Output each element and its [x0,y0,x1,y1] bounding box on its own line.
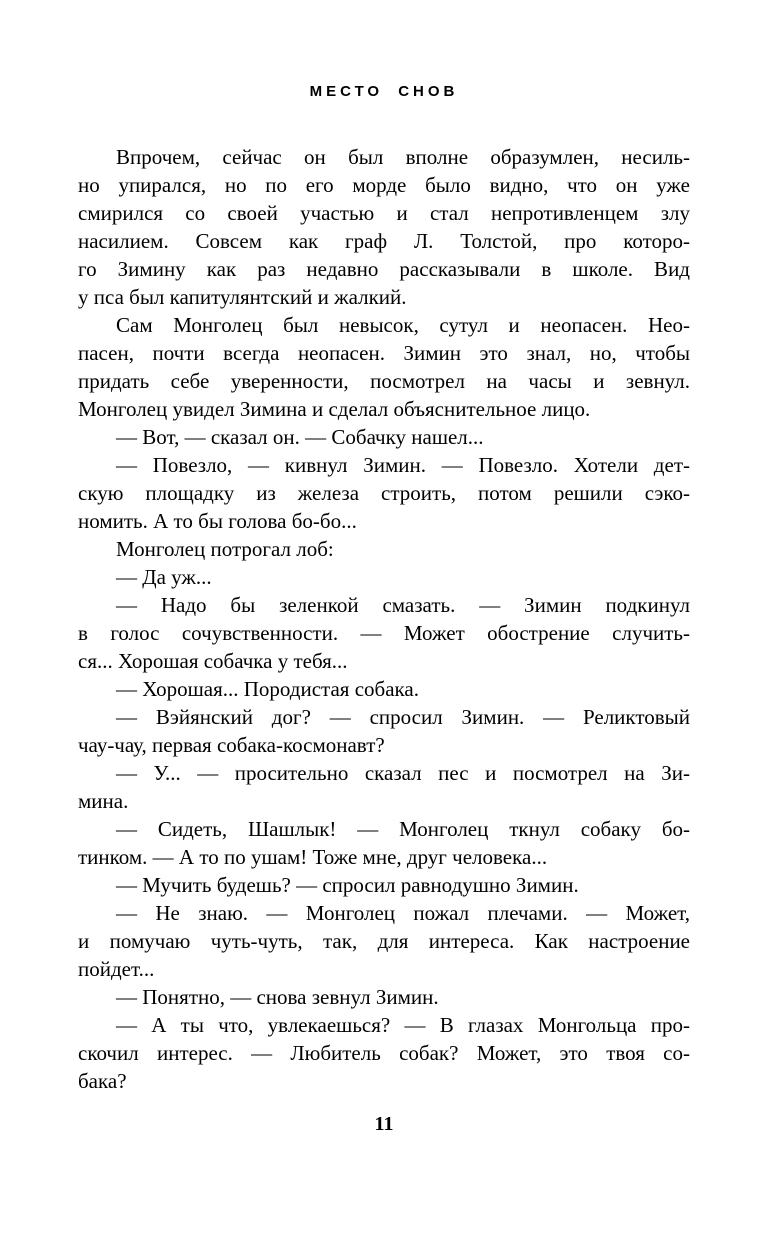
text-line: пасен, почти всегда неопасен. Зимин это знал, но, чтобы [78,341,690,365]
text-line: скочил интерес. — Любитель собак? Может, это твоя со- [78,1041,690,1065]
text-line: — Повезло, — кивнул Зимин. — Повезло. Хотели дет- [116,453,690,477]
text-line: тинком. — А то по ушам! Тоже мне, друг человека... [78,845,548,869]
text-line: и помучаю чуть-чуть, так, для интереса. Как настроение [78,929,690,953]
text-line: Сам Монголец был невысок, сутул и неопасен. Нео- [116,313,690,337]
text-line: — Мучить будешь? — спросил равнодушно Зимин. [116,873,579,897]
text-line: — Надо бы зеленкой смазать. — Зимин подкинул [116,593,690,617]
text-line: чау-чау, первая собака-космонавт? [78,733,385,757]
text-line: — Вот, — сказал он. — Собачку нашел... [116,425,484,449]
text-line: Монголец увидел Зимина и сделал объяснительное лицо. [78,397,591,421]
text-line: пойдет... [78,957,155,981]
text-line: — Вэйянский дог? — спросил Зимин. — Реликтовый [116,705,690,729]
text-line: смирился со своей участью и стал непротивленцем злу [78,201,690,225]
text-line: номить. А то бы голова бо-бо... [78,509,357,533]
text-line: придать себе уверенности, посмотрел на часы и зевнул. [78,369,690,393]
text-line: Монголец потрогал лоб: [116,537,334,561]
text-line: ся... Хорошая собачка у тебя... [78,649,348,673]
text-line: скую площадку из железа строить, потом решили сэко- [78,481,690,505]
text-line: — У... — просительно сказал пес и посмотрел на Зи- [116,761,690,785]
text-line: — Сидеть, Шашлык! — Монголец ткнул собаку бо- [116,817,690,841]
text-line: — Не знаю. — Монголец пожал плечами. — Может, [116,901,690,925]
text-line: го Зимину как раз недавно рассказывали в школе. Вид [78,257,690,281]
text-line: — Понятно, — снова зевнул Зимин. [116,985,439,1009]
text-line: — Хорошая... Породистая собака. [116,677,419,701]
text-line: — Да уж... [116,565,212,589]
text-line: насилием. Совсем как граф Л. Толстой, про которо- [78,229,690,253]
text-line: мина. [78,789,129,813]
text-line: бака? [78,1069,127,1093]
text-line: — А ты что, увлекаешься? — В глазах Монгольца про- [116,1013,690,1037]
page-number: 11 [374,1113,394,1135]
text-line: в голос сочувственности. — Может обострение случить- [78,621,690,645]
text-block [78,143,690,1095]
text-line: но упирался, но по его морде было видно, что он уже [78,173,690,197]
text-line: Впрочем, сейчас он был вполне образумлен, несиль- [116,145,690,169]
running-header: МЕСТО СНОВ [309,83,459,100]
text-line: у пса был капитулянтский и жалкий. [78,285,407,309]
